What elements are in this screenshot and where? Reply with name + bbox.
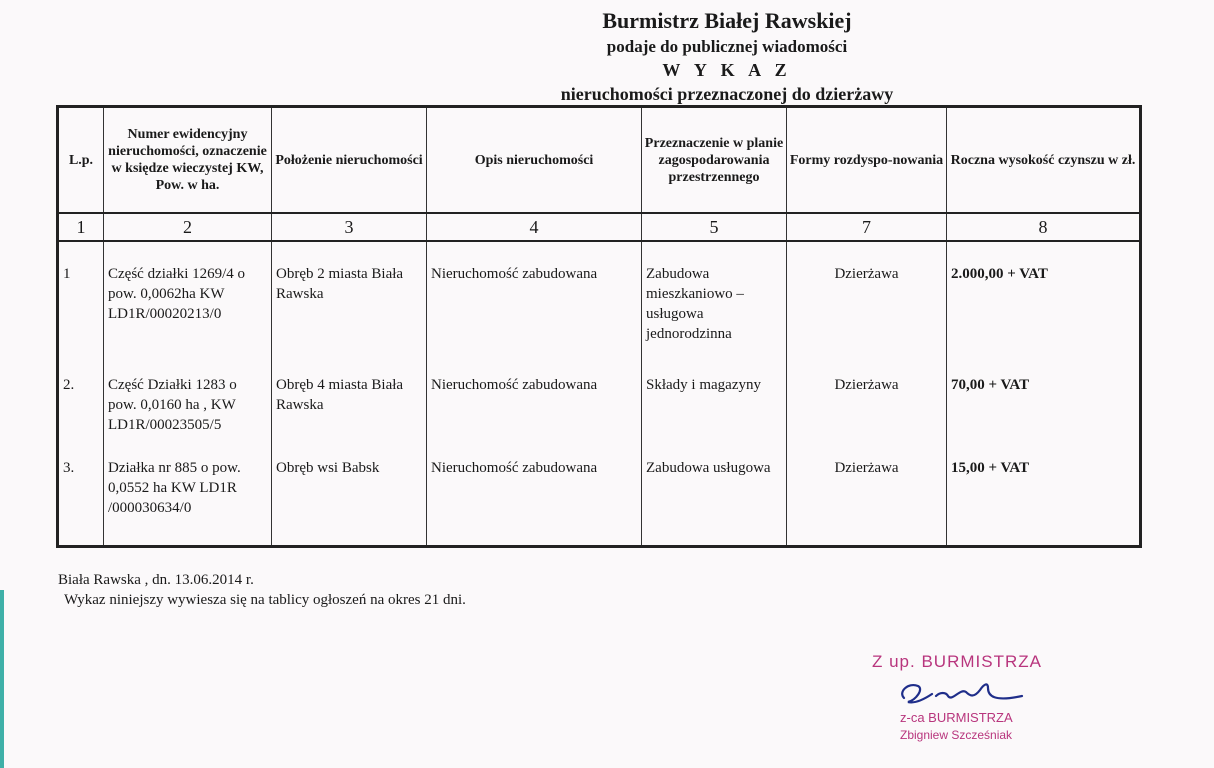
table-row — [58, 454, 1141, 546]
column-number: 5 — [642, 213, 787, 241]
cell-polozenie: Obręb wsi Babsk — [272, 454, 427, 546]
column-number: 3 — [272, 213, 427, 241]
property-table — [56, 105, 1142, 548]
column-number: 8 — [947, 213, 1141, 241]
signature-icon — [890, 674, 1030, 710]
table-row — [58, 241, 1141, 371]
cell-czynsz: 15,00 + VAT — [947, 454, 1141, 546]
cell-polozenie: Obręb 2 miasta Biała Rawska — [272, 241, 427, 371]
cell-czynsz: 2.000,00 + VAT — [947, 241, 1141, 371]
cell-formy: Dzierżawa — [787, 454, 947, 546]
cell-przeznaczenie: Zabudowa usługowa — [642, 454, 787, 546]
document-subtitle: podaje do publicznej wiadomości — [606, 37, 848, 56]
cell-lp: 2. — [58, 371, 104, 454]
cell-czynsz: 70,00 + VAT — [947, 371, 1141, 454]
column-header-numer: Numer ewidencyjny nieruchomości, oznaczenie w księdze wieczystej KW, Pow. w ha. — [104, 107, 272, 214]
cell-opis: Nieruchomość zabudowana — [427, 241, 642, 371]
column-header-czynsz: Roczna wysokość czynszu w zł. — [947, 107, 1141, 214]
column-header-przeznaczenie: Przeznaczenie w planie zagospodarowania przestrzennego — [642, 107, 787, 214]
column-header-polozenie: Położenie nieruchomości — [272, 107, 427, 214]
cell-przeznaczenie: Zabudowa mieszkaniowo – usługowa jednorodzinna — [642, 241, 787, 371]
cell-polozenie: Obręb 4 miasta Biała Rawska — [272, 371, 427, 454]
column-header-opis: Opis nieruchomości — [427, 107, 642, 214]
column-header-formy: Formy rozdyspo-nowania — [787, 107, 947, 214]
cell-lp: 1 — [58, 241, 104, 371]
column-number: 4 — [427, 213, 642, 241]
scan-edge — [0, 590, 4, 768]
stamp-title: Z up. BURMISTRZA — [872, 652, 1042, 671]
table-row — [58, 371, 1141, 454]
cell-numer: Działka nr 885 o pow. 0,0552 ha KW LD1R /000030634/0 — [104, 454, 272, 546]
table-header-row — [58, 107, 1141, 214]
document-title: Burmistrz Białej Rawskiej — [602, 8, 852, 33]
document-heading: W Y K A Z — [662, 60, 792, 80]
cell-opis: Nieruchomość zabudowana — [427, 371, 642, 454]
column-number: 1 — [58, 213, 104, 241]
cell-opis: Nieruchomość zabudowana — [427, 454, 642, 546]
cell-formy: Dzierżawa — [787, 371, 947, 454]
column-number: 7 — [787, 213, 947, 241]
official-stamp — [860, 652, 1070, 752]
cell-numer: Część działki 1269/4 o pow. 0,0062ha KW LD1R/00020213/0 — [104, 241, 272, 371]
place-date: Biała Rawska , dn. 13.06.2014 r. — [58, 572, 254, 588]
cell-przeznaczenie: Składy i magazyny — [642, 371, 787, 454]
cell-formy: Dzierżawa — [787, 241, 947, 371]
stamp-name: Zbigniew Szcześniak — [900, 728, 1013, 742]
column-number: 2 — [104, 213, 272, 241]
cell-numer: Część Działki 1283 o pow. 0,0160 ha , KW LD1R/00023505/5 — [104, 371, 272, 454]
column-header-lp: L.p. — [58, 107, 104, 214]
stamp-role: z-ca BURMISTRZA — [900, 710, 1013, 725]
document-heading-sub: nieruchomości przeznaczonej do dzierżawy — [560, 84, 894, 104]
cell-lp: 3. — [58, 454, 104, 546]
column-number-row — [58, 213, 1141, 241]
posting-note: Wykaz niniejszy wywiesza się na tablicy ogłoszeń na okres 21 dni. — [64, 592, 466, 608]
